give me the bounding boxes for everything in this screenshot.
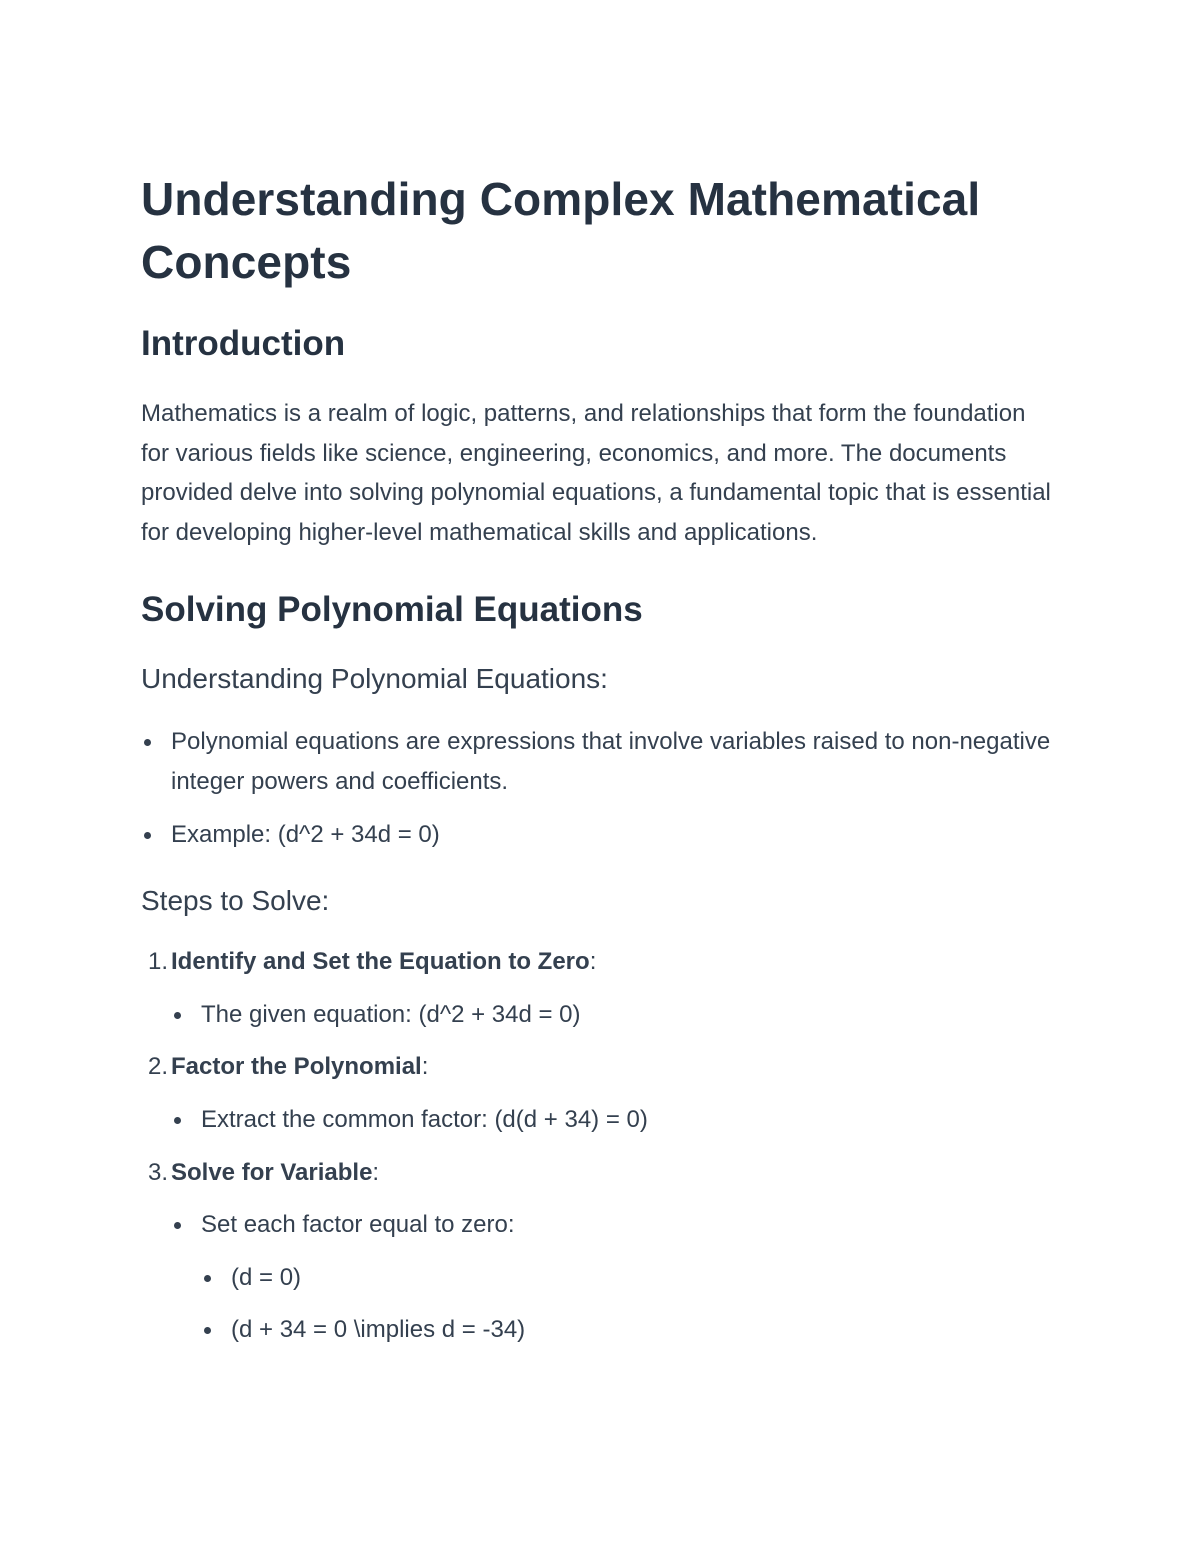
step-item xyxy=(141,1047,1061,1139)
nested-bullet-list xyxy=(201,1258,1061,1350)
step-title: Identify and Set the Equation to Zero xyxy=(171,948,590,976)
bullet-text: Set each factor equal to zero: xyxy=(201,1211,515,1239)
bullet-icon xyxy=(204,1327,211,1334)
solving-polynomial-heading: Solving Polynomial Equations xyxy=(141,590,643,630)
step-bullet-list xyxy=(141,995,1061,1035)
step-number: 1. xyxy=(147,948,168,976)
step-title-suffix: : xyxy=(372,1158,380,1186)
step-title-suffix: : xyxy=(589,948,597,976)
bullet-text: (d + 34 = 0 \implies d = -34) xyxy=(231,1316,526,1344)
step-title-suffix: : xyxy=(421,1053,429,1081)
bullet-text: Polynomial equations are expressions that involve variables raised to non-negative integer powers and coefficients. xyxy=(171,728,1051,795)
step-title-row xyxy=(141,1153,1061,1193)
step-title: Factor the Polynomial xyxy=(171,1053,422,1081)
bullet-icon xyxy=(144,832,151,839)
list-item xyxy=(171,995,1061,1035)
bullet-text: The given equation: (d^2 + 34d = 0) xyxy=(201,1000,581,1028)
understanding-bullet-list xyxy=(141,722,1061,854)
step-number: 3. xyxy=(147,1158,168,1186)
introduction-heading: Introduction xyxy=(141,324,346,363)
document-title: Understanding Complex Mathematical Concepts xyxy=(141,173,981,288)
list-item xyxy=(171,1100,1061,1140)
bullet-icon xyxy=(174,1117,181,1124)
bullet-text: (d = 0) xyxy=(231,1263,302,1291)
bullet-icon xyxy=(174,1012,181,1019)
list-item xyxy=(201,1258,1061,1298)
step-number: 2. xyxy=(147,1053,168,1081)
bullet-text: Example: (d^2 + 34d = 0) xyxy=(171,820,440,848)
step-bullet-list xyxy=(141,1205,1061,1350)
steps-list xyxy=(141,942,1061,1350)
step-title-row xyxy=(141,942,1061,982)
bullet-icon xyxy=(144,739,151,746)
understanding-polynomial-subheading: Understanding Polynomial Equations: xyxy=(141,663,608,695)
bullet-icon xyxy=(174,1222,181,1229)
bullet-text: Extract the common factor: (d(d + 34) = 0) xyxy=(201,1105,648,1133)
list-item xyxy=(141,722,1051,801)
step-title: Solve for Variable xyxy=(171,1158,373,1186)
step-item xyxy=(141,942,1061,1034)
step-item xyxy=(141,1153,1061,1350)
introduction-paragraph: Mathematics is a realm of logic, patterns, and relationships that form the foundation for various fields like science, engineering, economics, and more. The documents provided delve into solving polynomial equations, a fundamental topic that is essential for developing higher-level mathematical skills and applications. xyxy=(141,400,1051,546)
step-bullet-list xyxy=(141,1100,1061,1140)
list-item xyxy=(171,1205,1061,1350)
steps-subheading: Steps to Solve: xyxy=(141,885,330,917)
bullet-icon xyxy=(204,1275,211,1282)
document-page xyxy=(141,168,1061,1363)
step-title-row xyxy=(141,1047,1061,1087)
list-item xyxy=(141,815,1051,855)
list-item xyxy=(201,1310,1061,1350)
